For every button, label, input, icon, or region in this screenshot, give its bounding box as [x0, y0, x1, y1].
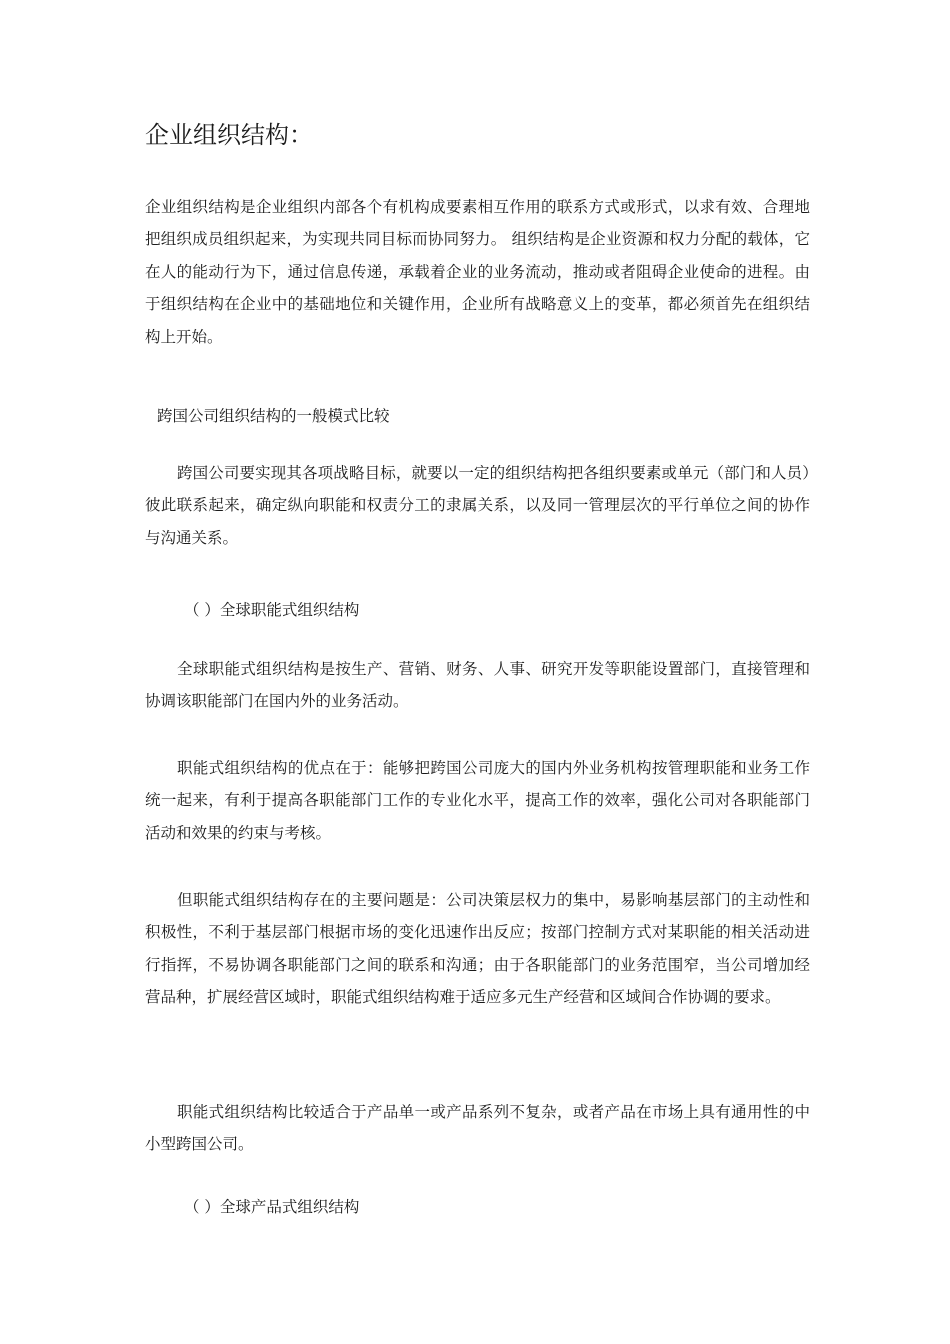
functional-problems-paragraph: 但职能式组织结构存在的主要问题是：公司决策层权力的集中，易影响基层部门的主动性和积极性，不利于基层部门根据市场的变化迅速作出反应；按部门控制方式对某职能的相关活动进行指挥，不易协调各职能部门之间的联系和沟通；由于各职能部门的业务范围窄，当公司增加经营品种，扩展经营区域时，职能式组织结构难于适应多元生产经营和区域间合作协调的要求。	[145, 891, 810, 1007]
functional-suitability-paragraph: 职能式组织结构比较适合于产品单一或产品系列不复杂，或者产品在市场上具有通用性的中小型跨国公司。	[145, 1103, 810, 1154]
functional-definition-paragraph: 全球职能式组织结构是按生产、营销、财务、人事、研究开发等职能设置部门，直接管理和协调该职能部门在国内外的业务活动。	[145, 660, 810, 711]
subsection-heading-product: （ ）全球产品式组织结构	[184, 1198, 360, 1216]
section-intro-paragraph: 跨国公司要实现其各项战略目标，就要以一定的组织结构把各组织要素或单元（部门和人员）彼此联系起来，确定纵向职能和权责分工的隶属关系，以及同一管理层次的平行单位之间的协作与沟通关系。	[145, 464, 810, 547]
subsection-heading-functional: （ ）全球职能式组织结构	[184, 601, 360, 619]
section-heading: 跨国公司组织结构的一般模式比较	[157, 407, 390, 425]
functional-advantages-paragraph: 职能式组织结构的优点在于：能够把跨国公司庞大的国内外业务机构按管理职能和业务工作统一起来，有利于提高各职能部门工作的专业化水平，提高工作的效率，强化公司对各职能部门活动和效果的约束与考核。	[145, 759, 810, 842]
intro-paragraph: 企业组织结构是企业组织内部各个有机构成要素相互作用的联系方式或形式，以求有效、合理地把组织成员组织起来，为实现共同目标而协同努力。 组织结构是企业资源和权力分配的载体，它在人的能动行为下，通过信息传递，承载着企业的业务流动，推动或者阻碍企业使命的进程。由于组织结构在企业中的基础地位和关键作用，企业所有战略意义上的变革，都必须首先在组织结构上开始。	[145, 198, 810, 346]
document-title: 企业组织结构：	[145, 121, 313, 149]
